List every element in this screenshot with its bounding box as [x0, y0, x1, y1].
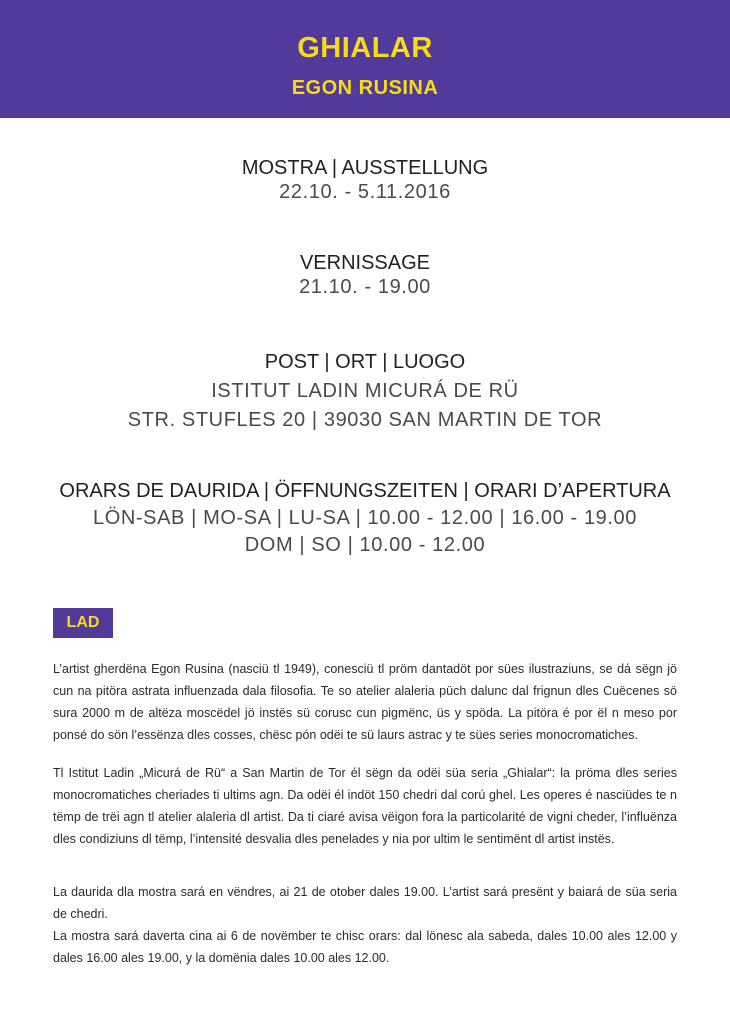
exhibition-dates-block [0, 156, 730, 204]
paragraph-opening [53, 881, 677, 925]
artist-name: EGON RUSINA [291, 77, 439, 99]
hours-sunday: DOM | SO | 10.00 - 12.00 [244, 534, 486, 556]
paragraph-series [53, 762, 677, 850]
hours-heading: ORARS DE DAURIDA | ÖFFNUNGSZEITEN | ORARI D’APERTURA [59, 480, 671, 502]
location-block [0, 348, 730, 435]
header-banner [0, 0, 730, 118]
location-venue: ISTITUT LADIN MICURÁ DE RÜ [211, 380, 519, 402]
paragraph-text: La daurida dla mostra sará en vëndres, ai 21 de otober dales 19.00. L’artist sará presënt y baiará de süa seria de chedri. [53, 885, 677, 921]
exhibition-dates: 22.10. - 5.11.2016 [279, 181, 451, 203]
language-badge: LAD [53, 608, 113, 638]
vernissage-datetime: 21.10. - 19.00 [299, 276, 431, 298]
paragraph-text: La mostra sará daverta cina ai 6 de novëmber te chisc orars: dal lönesc ala sabeda, dales 10.00 ales 12.00 y dales 16.00 ales 19.00, y la domënia dales 10.00 ales 12.00. [53, 929, 677, 965]
vernissage-heading: VERNISSAGE [299, 252, 431, 274]
exhibition-title: GHIALAR [297, 32, 433, 64]
vernissage-block [0, 251, 730, 299]
opening-hours-block [0, 478, 730, 559]
hours-weekdays: LÖN-SAB | MO-SA | LU-SA | 10.00 - 12.00 | 16.00 - 19.00 [92, 507, 638, 529]
exhibition-heading: MOSTRA | AUSSTELLUNG [241, 157, 489, 179]
location-address: STR. STUFLES 20 | 39030 SAN MARTIN DE TOR [127, 409, 603, 431]
paragraph-text: Tl Istitut Ladin „Micurá de Rü“ a San Martin de Tor él sëgn da odëi süa seria „Ghialar“: la pröma dles series monocromatiches cheriades ti ultims agn. Da odëi él indöt 150 chedri dal corú ghel. Les operes é nasciüdes te n tëmp de trëi agn tl atelier alaleria dl artist. Da ti ciaré avisa vëigon fora la particolarité de vigni cheder, l’influënza dles condiziuns dl tëmp, l’intensité desvalia dles penelades y nia por ultim le sentimënt dl artist instës. [53, 766, 677, 846]
paragraph-text: L’artist gherdëna Egon Rusina (nasciü tl 1949), conesciü tl pröm dantadöt por sües ilustraziuns, se dá sëgn jö cun na pitöra astrata influenzada dala filosofia. Te so atelier alaleria püch dalunc dal frignun dles Cuëcenes sö sura 2000 m de altëza moscëdel jö instës sü corusc cun pigmënc, üs y spöda. La pitöra é por ël n meso por ponsé do sön l’essënza dles cosses, chësc pón odëi te sü laurs astrac y te sües series monocromatiches. [53, 662, 677, 742]
paragraph-intro [53, 658, 677, 746]
location-heading: POST | ORT | LUOGO [264, 351, 466, 373]
paragraph-hours [53, 925, 677, 969]
